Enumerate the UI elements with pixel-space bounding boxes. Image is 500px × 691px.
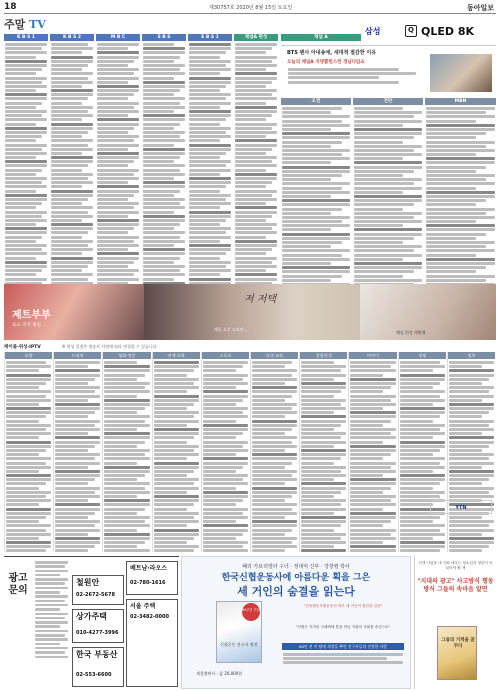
program-list: [5, 361, 52, 552]
promo-body: [287, 68, 417, 85]
column-header: K B S 1: [4, 34, 48, 41]
drama-banner-left: [4, 284, 144, 340]
book-quote: "신협은 이미의 국태에에 혼을 만들 기회의 사회를 중심으로": [295, 625, 391, 629]
cable-section-header: [4, 344, 496, 350]
program-list: [202, 361, 249, 552]
column-header: 다큐·교육: [251, 352, 298, 359]
classified-box-title: 베트남·라오스: [130, 565, 168, 572]
book-kicker: 폐리 가브리엘라 수녀 · 정대익 신부 · 강창렬 박사: [242, 564, 350, 570]
program-list: [96, 43, 140, 284]
book-advertisement-small: [414, 556, 496, 689]
classified-box: [72, 647, 124, 687]
weekend-schedule: [281, 98, 496, 284]
column-header: MBN: [425, 98, 496, 105]
book-headline-2: 세 거인의 숨결을 읽는다: [237, 585, 355, 598]
samsung-qled-ad: [365, 26, 496, 40]
classified-box-phone: 02-3482-0000: [130, 614, 169, 620]
drama-subtitle: 채널 편성 재방영: [396, 330, 426, 335]
cable-label: 케이블·위성·IPTV: [4, 345, 41, 350]
classified-box-phone: 010-4277-3996: [76, 630, 119, 636]
book2-cover-title: 그들의 기적을 꿈꾸다: [441, 638, 475, 649]
classified-title: 광고 문의: [8, 573, 28, 596]
program-list: [425, 107, 496, 284]
column-header: 채널 A: [281, 34, 361, 41]
book2-kicker: 인생 사업을 내 기회 세우는 청소년과 청년이 꼭 읽어야 할 책: [418, 561, 493, 570]
book-band: 60년 전 이 땅에 희망을 뿌린 선구자들의 진정한 사람: [282, 643, 404, 650]
cable-column: [152, 352, 200, 552]
schedule-column-sbs: [142, 34, 186, 284]
drama-banner-right: [360, 284, 496, 340]
schedule-column-ebs1: [188, 34, 232, 284]
column-header: 정보: [448, 352, 495, 359]
paper-name: 동아일보: [466, 4, 494, 12]
program-list: [300, 361, 347, 552]
book-publisher: 세창출판사 · 값 20,000원: [196, 671, 243, 676]
section-title-a: 주말: [4, 18, 26, 31]
column-header: 전반: [353, 98, 423, 105]
column-header: 채널A 편성: [234, 34, 278, 41]
column-header: 연예·오락: [153, 352, 200, 359]
promo-channel: 오늘의 채널A 지명뽑힌스런 경남다임쇼: [287, 60, 365, 65]
drama-banner-center: [144, 284, 360, 340]
book-body: [282, 653, 404, 666]
book2-cover-image: [437, 626, 477, 680]
column-header: E B S 1: [188, 34, 232, 41]
program-list: [251, 361, 298, 552]
book-quote: "신용협동조합운동의 대부 세 거인의 정신과 실천": [303, 604, 383, 608]
program-list: [234, 43, 278, 284]
weekend-column: [281, 98, 351, 284]
book-cover-title: 신협운동 선구자 평전: [220, 642, 258, 647]
section-title: [4, 16, 46, 32]
classified-box-title: 철원안: [76, 578, 100, 587]
cable-column: [348, 352, 396, 552]
q-logo-icon: Q: [405, 25, 417, 37]
program-list: [103, 361, 150, 552]
cable-column: [102, 352, 150, 552]
column-header: 경제: [399, 352, 446, 359]
classified-box-title: 상가주택: [76, 612, 107, 621]
column-header: 스포츠: [202, 352, 249, 359]
classified-list: [34, 561, 69, 660]
program-list: [153, 361, 200, 552]
book2-headline: "지대의 광고" 사고방식 행동방식 그들의 속마음 알면: [417, 578, 494, 593]
page-number: 18: [4, 2, 17, 12]
book-headline-1: 한국신협운동사에 아름다운 획을 그은: [221, 573, 371, 583]
program-list: [399, 361, 446, 552]
column-header: 교양: [5, 352, 52, 359]
program-list: [349, 361, 396, 552]
weekend-column: [425, 98, 496, 284]
classified-box-phone: 02-2672-5678: [76, 592, 115, 598]
ytn-logo: YTN: [430, 500, 492, 514]
column-header: K B S 2: [50, 34, 94, 41]
masthead: [4, 2, 496, 14]
cable-column: [53, 352, 101, 552]
column-header: 어린이: [349, 352, 396, 359]
classified-box: [126, 599, 178, 687]
program-list: [4, 43, 48, 284]
anniversary-badge: 60주년 기념: [242, 603, 260, 621]
program-list: [448, 361, 495, 552]
classified-box: [72, 609, 124, 643]
program-list: [50, 43, 94, 284]
schedule-column-kbs2: [50, 34, 94, 284]
classified-box: [72, 575, 124, 605]
cable-column: [4, 352, 52, 552]
program-list: [353, 107, 423, 284]
drama-title: 제트부부: [12, 310, 51, 321]
column-header: S B S: [142, 34, 186, 41]
promo-article: [281, 45, 496, 93]
cable-column: [299, 352, 347, 552]
program-list: [142, 43, 186, 284]
schedule-column-mbc: [96, 34, 140, 284]
column-header: 드라마: [54, 352, 101, 359]
classified-box: [126, 561, 178, 595]
program-list: [281, 107, 351, 284]
issue-info: 제30757호 2020년 8월 15일 토요일: [209, 5, 293, 11]
column-header: 영화·전문: [103, 352, 150, 359]
drama-subtitle: 토요 저녁 평일 ...: [12, 323, 47, 328]
schedule-column-kbs1: [4, 34, 48, 284]
column-header: 오전: [281, 98, 351, 105]
column-header: M B C: [96, 34, 140, 41]
drama-title: 저 저택: [244, 294, 277, 305]
program-list: [54, 361, 101, 552]
tv-schedule-grid: [4, 34, 278, 284]
schedule-column-dongah: [234, 34, 278, 284]
cable-column: [398, 352, 446, 552]
section-title-b: TV: [29, 18, 46, 31]
column-header: 종합편성: [300, 352, 347, 359]
classified-box-phone: 02-553-6600: [76, 672, 112, 678]
drama-subtitle: 매일 오후 드라마 ...: [214, 327, 249, 332]
classified-box-title: 서울 주택: [130, 603, 156, 610]
promo-headline: BTS 팬사 아내송에, 새대적 절감한 이유: [287, 50, 377, 56]
weekend-column: [353, 98, 423, 284]
brand-product: QLED 8K: [421, 25, 475, 38]
program-list: [188, 43, 232, 284]
cable-schedule-grid: [4, 352, 496, 552]
cable-column: [250, 352, 298, 552]
cable-column: [447, 352, 495, 552]
book-advertisement: [181, 556, 411, 689]
classified-box-phone: 02-780-1616: [130, 580, 166, 586]
cable-column: [201, 352, 249, 552]
cable-note: ※ 편성 일정은 방송사 사정에 따라 변경될 수 있습니다: [61, 344, 157, 349]
classified-ads: [4, 556, 179, 689]
brand-samsung: 삼성: [365, 27, 381, 36]
promo-photo: [430, 54, 492, 92]
classified-box-title: 한국 부동산: [76, 650, 118, 659]
